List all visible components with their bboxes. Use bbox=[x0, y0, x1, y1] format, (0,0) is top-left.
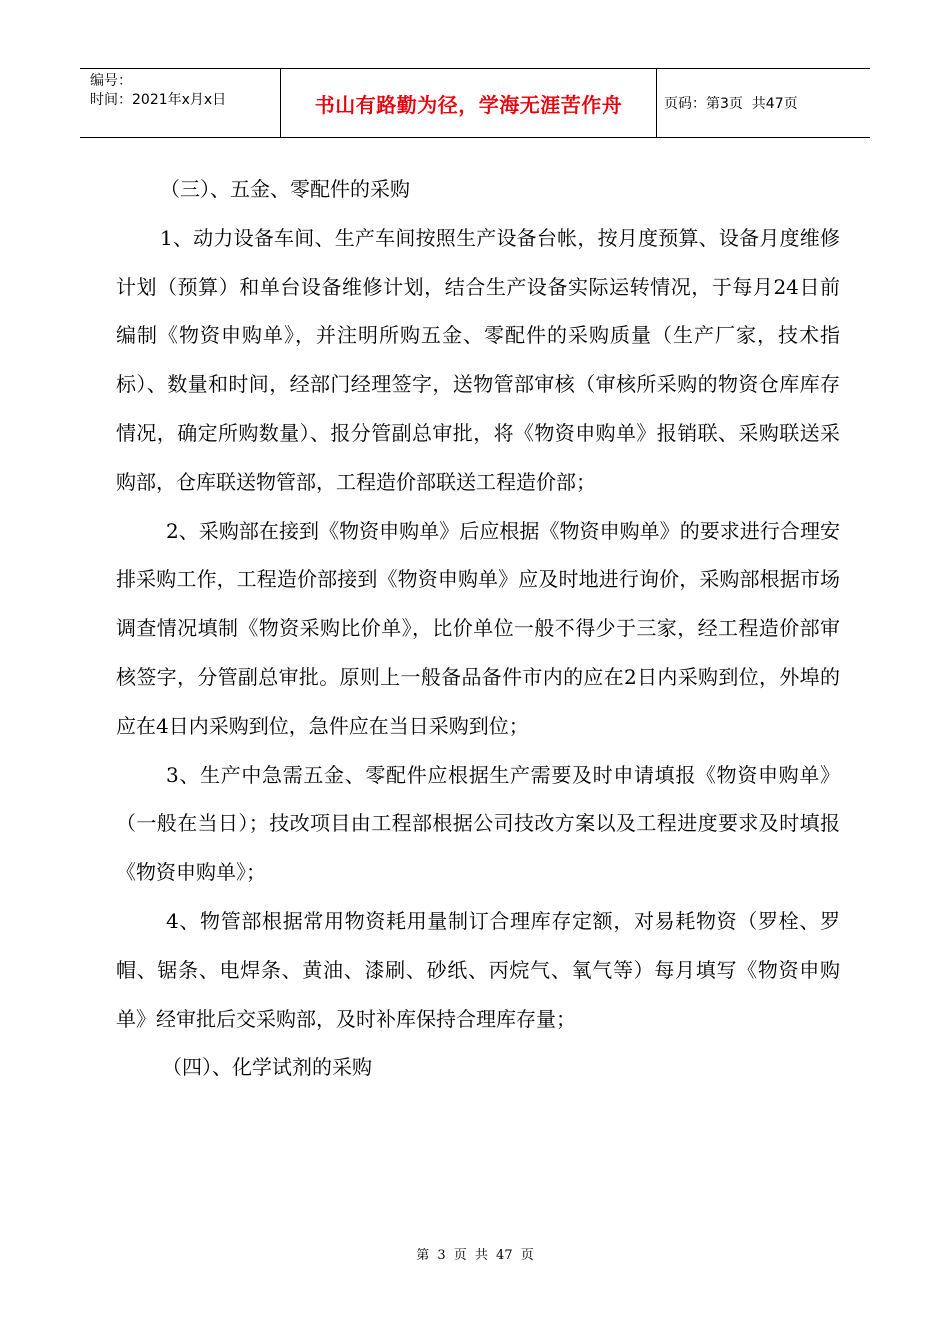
section-heading-3: （三）、五金、零配件的采购 bbox=[160, 177, 410, 201]
paragraph-2: 2、采购部在接到《物资申购单》后应根据《物资申购单》的要求进行合理安排采购工作，工程造价部接到《物资申购单》应及时地进行询价，采购部根据市场调查情况填制《物资采购比价单》，比价单位一般不得少于三家，经工程造价部审核签字，分管副总审批。原则上一般备品备件市内的应在2日内采购到位，外埠的应在4日内采购到位，急件应在当日采购到位； bbox=[116, 518, 840, 738]
paragraph-1: 1、动力设备车间、生产车间按照生产设备台帐，按月度预算、设备月度维修计划（预算）和单台设备维修计划，结合生产设备实际运转情况，于每月24日前编制《物资申购单》，并注明所购五金、零配件的采购质量（生产厂家，技术指标）、数量和时间，经部门经理签字，送物管部审核（审核所采购的物资仓库库存情况，确定所购数量）、报分管副总审批，将《物资申购单》报销联、采购联送采购部，仓库联送物管部，工程造价部联送工程造价部； bbox=[116, 225, 840, 494]
paragraph-3: 3、生产中急需五金、零配件应根据生产需要及时申请填报《物资申购单》（一般在当日）；技改项目由工程部根据公司技改方案以及工程进度要求及时填报《物资申购单》； bbox=[116, 762, 840, 885]
header-page-info: 页码：第3页 共47页 bbox=[664, 96, 798, 112]
page-header bbox=[80, 68, 870, 138]
header-motto: 书山有路勤为径，学海无涯苦作舟 bbox=[281, 69, 657, 137]
section-heading-4: （四）、化学试剂的采购 bbox=[162, 1055, 372, 1080]
document-number-label: 编号： bbox=[90, 73, 132, 89]
paragraph-4: 4、物管部根据常用物资耗用量制订合理库存定额，对易耗物资（罗栓、罗帽、锯条、电焊条、黄油、漆刷、砂纸、丙烷气、氧气等）每月填写《物资申购单》经审批后交采购部，及时补库保持合理库存量； bbox=[116, 908, 840, 1031]
header-meta bbox=[80, 69, 281, 137]
document-body bbox=[116, 165, 840, 1092]
document-date-label: 时间：2021年x月x日 bbox=[90, 92, 227, 108]
page-footer: 第 3 页 共 47 页 bbox=[416, 1248, 534, 1263]
